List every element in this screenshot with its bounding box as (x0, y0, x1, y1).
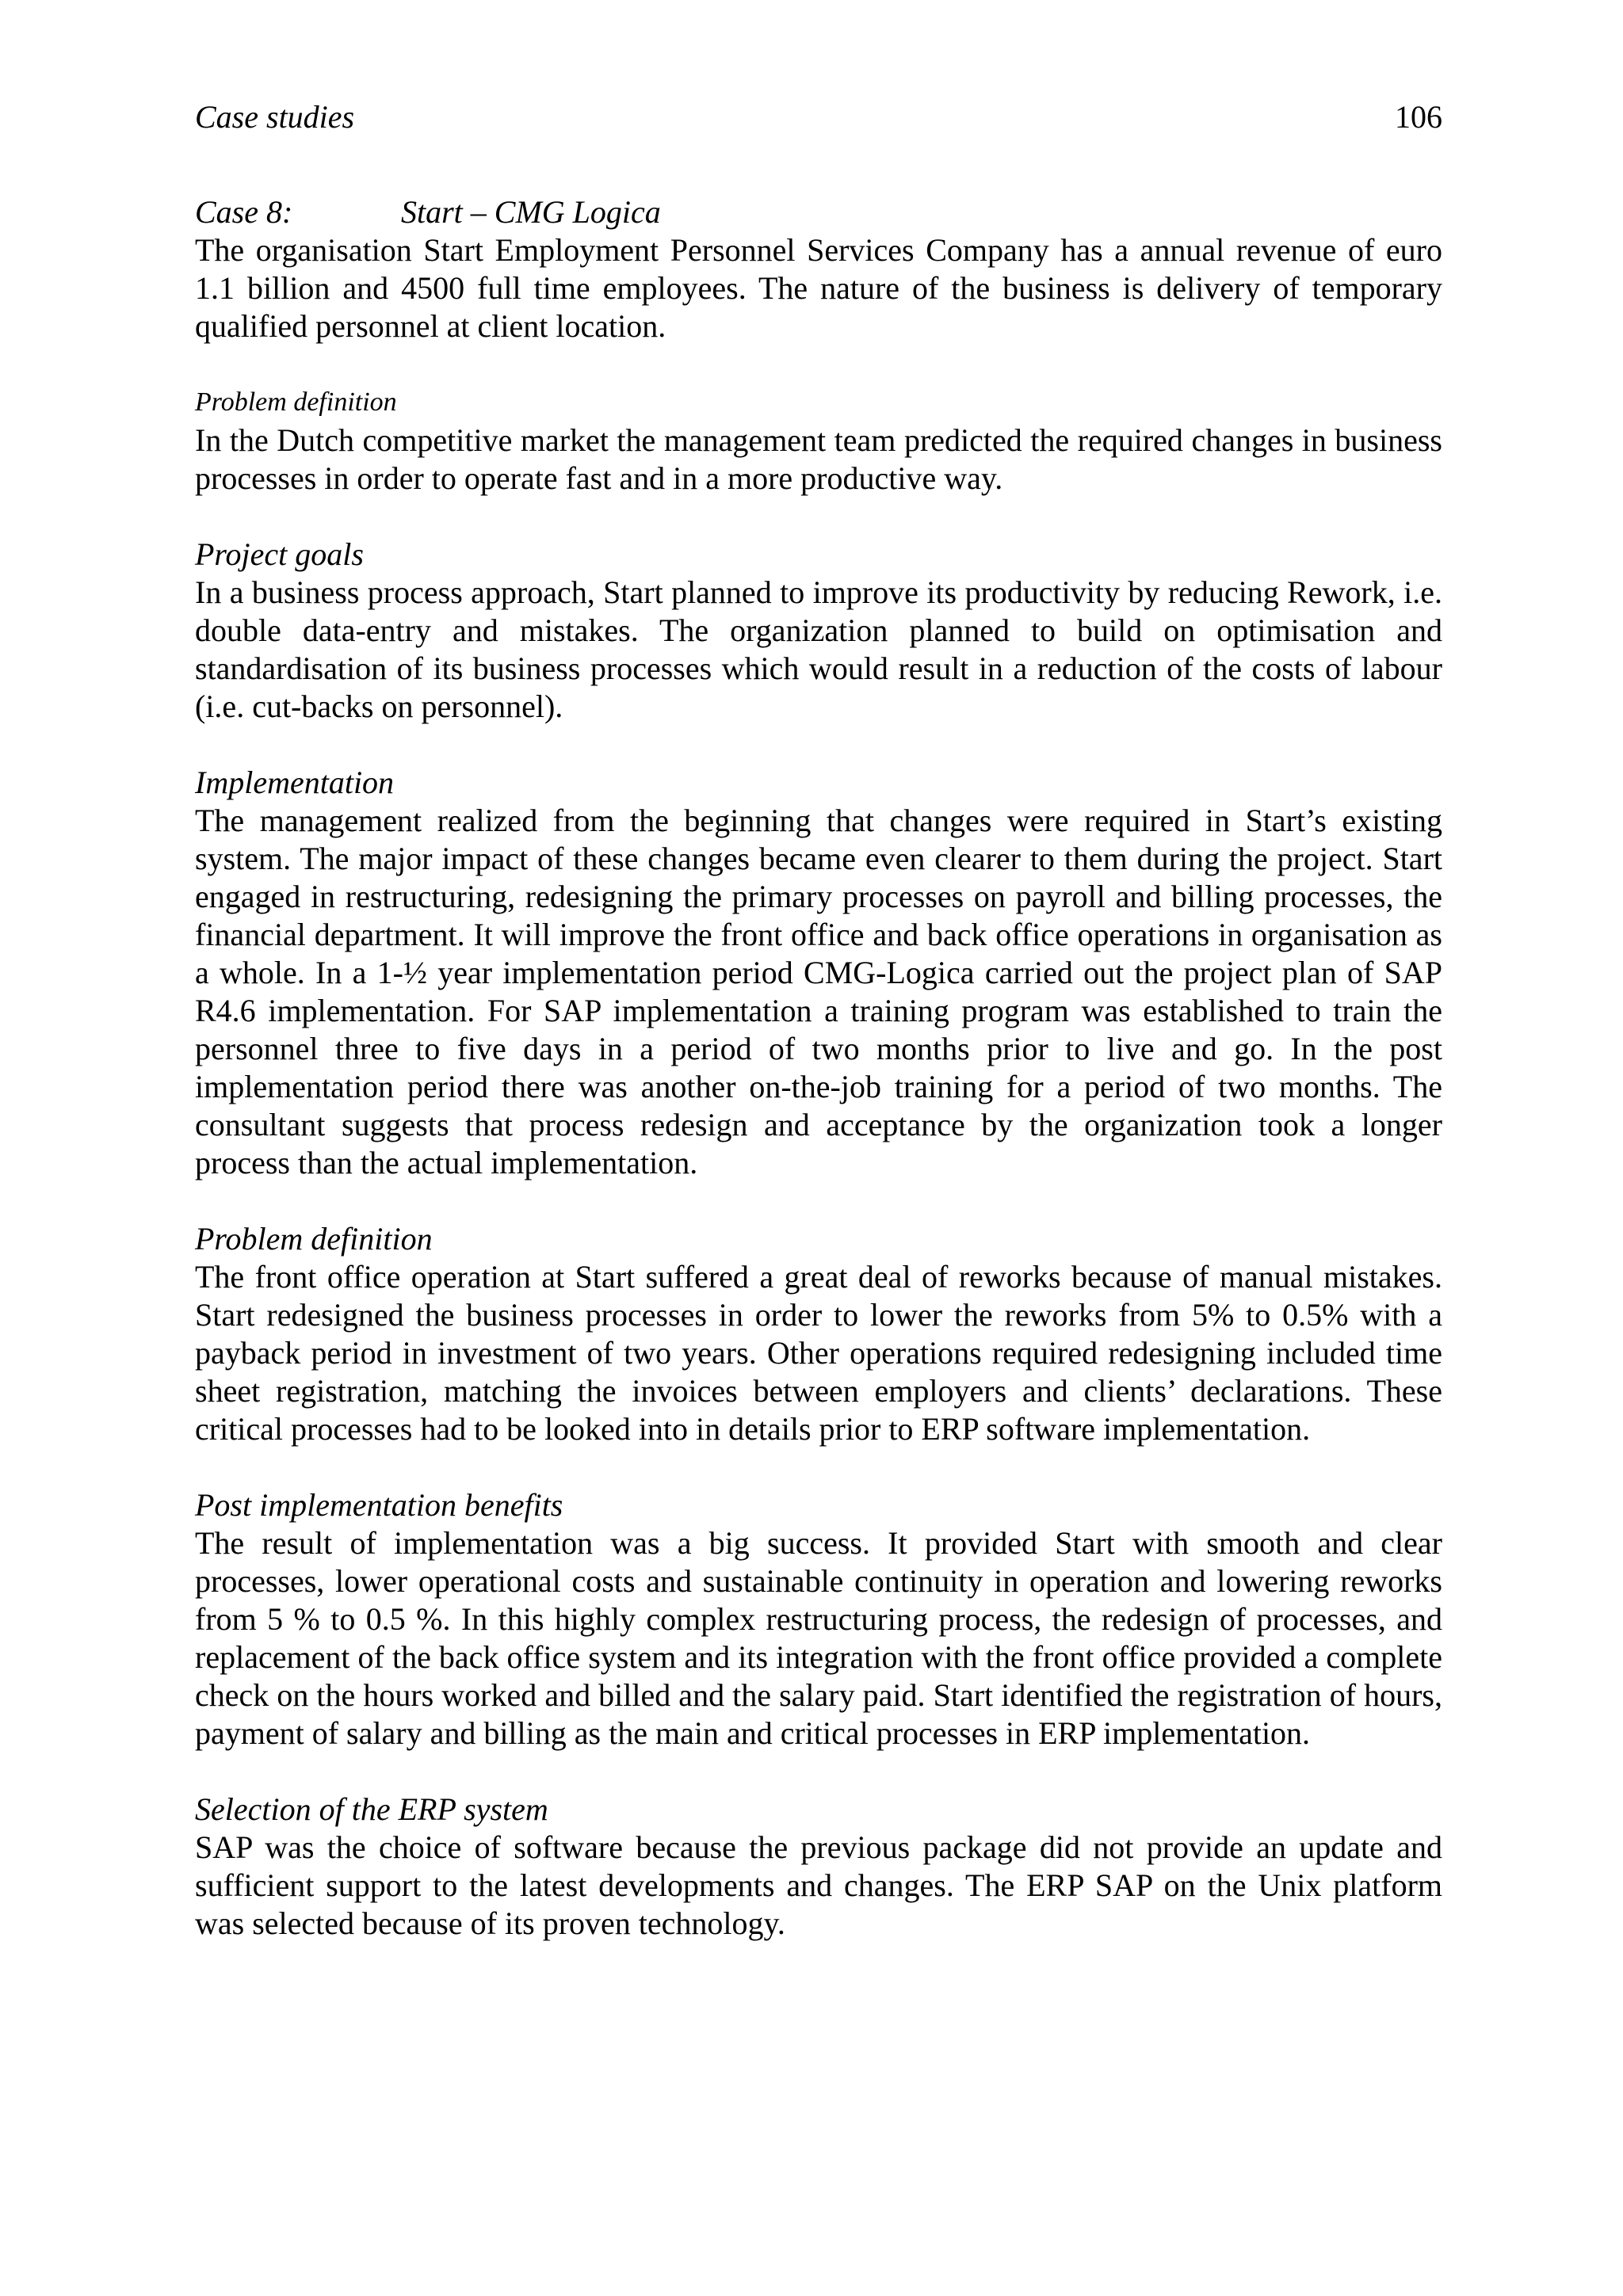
section-body: The result of implementation was a big success. It provided Start with smooth and clear processes, lower operational costs and sustainable continuity in operation and lowering reworks from 5 % to 0.5 %. In this highly complex restructuring process, the redesign of processes, and replacement of the back office system and its integration with the front office provided a complete check on the hours worked and billed and the salary paid. Start identified the registration of hours, payment of salary and billing as the main and critical processes in ERP implementation. (195, 1525, 1442, 1751)
case-intro: The organisation Start Employment Personnel Services Company has a annual revenue of euro 1.1 billion and 4500 full time employees. The nature of the business is delivery of temporary qualified personnel at client location. (195, 232, 1442, 344)
section-implementation (195, 764, 1442, 1182)
case-heading (195, 193, 1442, 231)
document-body (195, 193, 1442, 1943)
running-header-title: Case studies (195, 99, 355, 135)
section-body: The management realized from the beginning that changes were required in Start’s existing system. The major impact of these changes became even clearer to them during the project. Start engaged in restructuring, redesigning the primary processes on payroll and billing processes, the financial department. It will improve the front office and back office operations in organisation as a whole. In a 1-½ year implementation period CMG-Logica carried out the project plan of SAP R4.6 implementation. For SAP implementation a training program was established to train the personnel three to five days in a period of two months prior to live and go. In the post implementation period there was another on-the-job training for a period of two months. The consultant suggests that process redesign and acceptance by the organization took a longer process than the actual implementation. (195, 803, 1442, 1180)
section-heading: Project goals (195, 536, 364, 572)
section-problem-definition-2 (195, 1220, 1442, 1448)
case-number: Case 8: (195, 194, 293, 230)
section-body: The front office operation at Start suffered a great deal of reworks because of manual mistakes. Start redesigned the business processes in order to lower the reworks from 5% to 0.5% with a payback period in investment of two years. Other operations required redesigning included time sheet registration, matching the invoices between employers and clients’ declarations. These critical processes had to be looked into in details prior to ERP software implementation. (195, 1259, 1442, 1447)
document-page (195, 0, 1442, 2296)
section-heading: Selection of the ERP system (195, 1791, 548, 1827)
section-body: In the Dutch competitive market the management team predicted the required changes in business processes in order to operate fast and in a more productive way. (195, 422, 1442, 496)
section-body: SAP was the choice of software because the previous package did not provide an update and sufficient support to the latest developments and changes. The ERP SAP on the Unix platform was selected because of its proven technology. (195, 1829, 1442, 1941)
case-name: Start – CMG Logica (401, 194, 661, 230)
section-heading: Implementation (195, 765, 395, 800)
page-number: 106 (1395, 99, 1442, 135)
section-heading: Post implementation benefits (195, 1487, 563, 1523)
section-heading: Problem definition (195, 387, 397, 417)
section-body: In a business process approach, Start planned to improve its productivity by reducing Rework, i.e. double data-entry and mistakes. The organization planned to build on optimisation and standardisation of its business processes which would result in a reduction of the costs of labour (i.e. cut-backs on personnel). (195, 574, 1442, 724)
section-erp-selection (195, 1791, 1442, 1943)
section-problem-definition (195, 383, 1442, 498)
running-header (195, 95, 1442, 139)
section-project-goals (195, 536, 1442, 726)
section-heading: Problem definition (195, 1221, 433, 1257)
section-post-implementation-benefits (195, 1486, 1442, 1753)
